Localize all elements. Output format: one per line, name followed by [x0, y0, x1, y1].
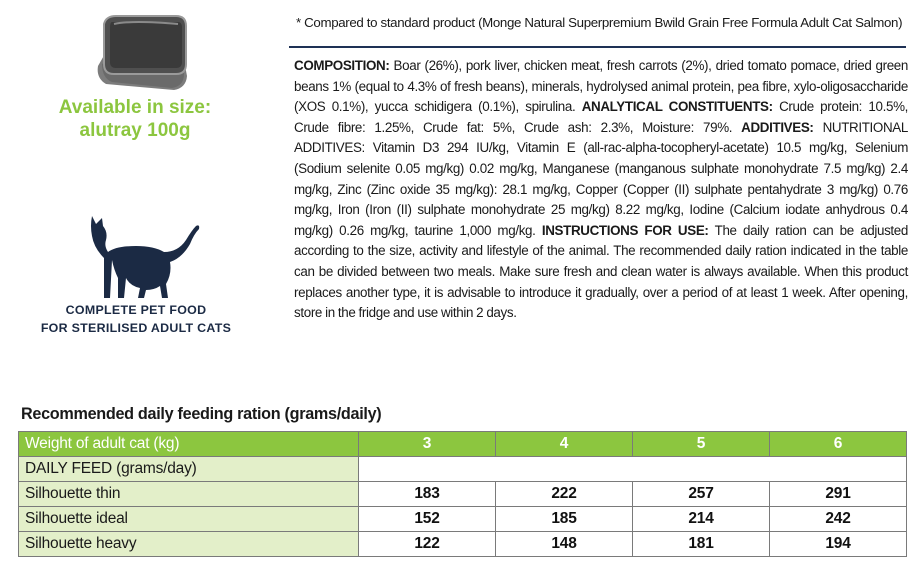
weight-4: 4 [496, 432, 633, 457]
daily-feed-row [19, 457, 907, 482]
availability-label: Available in size: [58, 97, 212, 118]
composition-text: Boar (26%), pork liver, chicken meat, fresh carrots (2%), dried tomato pomace, dried green beans 1% (equal to 4.3% of fresh beans), minerals, hydrolysed animal protein, pea fibre, xylo-oligosaccharide (XOS 0.1%), yucca schidigera (0.1%), spirulina. [294, 58, 908, 115]
weight-header: Weight of adult cat (kg) [19, 432, 359, 457]
pet-food-line-2: FOR STERILISED ADULT CATS [40, 321, 232, 335]
weight-3: 3 [359, 432, 496, 457]
pack-size: alutray 100g [79, 120, 191, 141]
instructions-text: The daily ration can be adjusted according to the size, activity and lifestyle of the animal. The recommended daily ration indicated in the table can be divided between two meals. Make sure fresh and clean water is always available. When this product replaces another type, it is advisable to introduce it gradually, over a period of at least 1 week. After opening, store in the fridge and use within 2 days. [294, 222, 908, 321]
row-label: Silhouette thin [19, 482, 359, 507]
table-cell: 148 [496, 532, 633, 557]
table-cell: 152 [359, 507, 496, 532]
weight-5: 5 [633, 432, 770, 457]
table-row [19, 482, 907, 507]
table-cell: 185 [496, 507, 633, 532]
row-label: Silhouette ideal [19, 507, 359, 532]
product-panel [0, 0, 280, 360]
table-cell: 257 [633, 482, 770, 507]
table-row [19, 507, 907, 532]
table-cell: 183 [359, 482, 496, 507]
daily-feed-spacer [359, 457, 907, 482]
composition-block [294, 56, 908, 324]
analytical-heading: ANALYTICAL CONSTITUENTS: [581, 99, 773, 115]
weight-6: 6 [770, 432, 907, 457]
table-row [19, 532, 907, 557]
table-cell: 194 [770, 532, 907, 557]
composition-heading: COMPOSITION: [294, 58, 390, 73]
pet-food-line-1: COMPLETE PET FOOD [65, 303, 207, 317]
alutray-icon [92, 8, 192, 96]
instructions-heading: INSTRUCTIONS FOR USE: [541, 222, 709, 238]
table-cell: 214 [633, 507, 770, 532]
feeding-table [18, 431, 907, 557]
table-cell: 181 [633, 532, 770, 557]
analytical-text: Crude protein: 10.5%, Crude fibre: 1.25%, Crude fat: 5%, Crude ash: 2.3%, Moisture: 79%. [294, 99, 908, 135]
table-cell: 242 [770, 507, 907, 532]
additives-heading: ADDITIVES: [741, 119, 814, 135]
row-label: Silhouette heavy [19, 532, 359, 557]
feeding-table-title: Recommended daily feeding ration (grams/daily) [21, 405, 382, 423]
additives-text: NUTRITIONAL ADDITIVES: Vitamin D3 294 IU/kg, Vitamin E (all-rac-alpha-tocopheryl-acetate) 10.5 mg/kg, Selenium (Sodium selenite 0.05 mg/kg) 0.02 mg/kg, Manganese (manganous sulphate monohydrate 7.5 mg/kg) 2.4 mg/kg, Zinc (Zinc oxide 35 mg/kg): 28.1 mg/kg, Copper (Copper (II) sulphate pentahydrate 3 mg/kg) 0.76 mg/kg, Iron (Iron (II) sulphate monohydrate 25 mg/kg) 8.22 mg/kg, Iodine (Calcium iodate anhydrous 0.4 mg/kg) 0.26 mg/kg, taurine 1,000 mg/kg. [294, 119, 908, 238]
table-cell: 122 [359, 532, 496, 557]
daily-feed-label: DAILY FEED (grams/day) [19, 457, 359, 482]
table-cell: 222 [496, 482, 633, 507]
table-header-row [19, 432, 907, 457]
divider [289, 46, 906, 48]
cat-silhouette-icon [86, 212, 204, 302]
table-cell: 291 [770, 482, 907, 507]
footnote: * Compared to standard product (Monge Natural Superpremium Bwild Grain Free Formula Adult Cat Salmon) [296, 15, 903, 30]
